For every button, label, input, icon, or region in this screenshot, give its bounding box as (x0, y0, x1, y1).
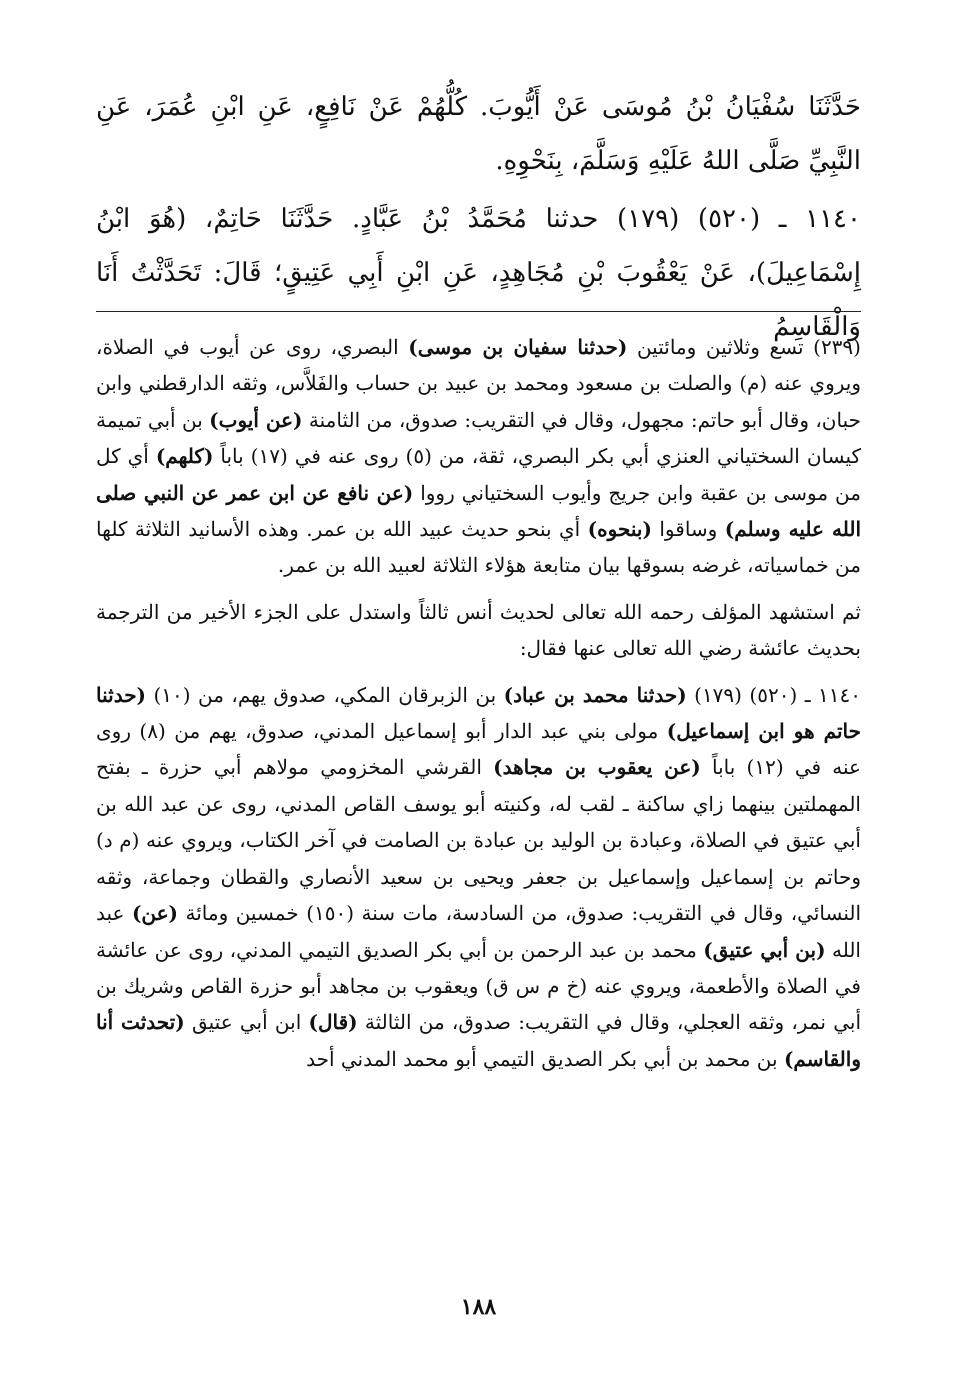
bold-quote: (حدثنا محمد بن عباد) (503, 682, 687, 707)
commentary-run: مولى بني عبد الدار أبو إسماعيل المدني، صدوق، يهم من (٨) روى عنه في (١٢) باباً (96, 719, 861, 780)
bold-quote: (بنحوه) (587, 517, 652, 542)
hadith-paragraph: حَدَّثَنَا سُفْيَانُ بْنُ مُوسَى عَنْ أَيُّوبَ. كُلُّهُمْ عَنْ نَافِعٍ، عَنِ ابْنِ عُمَرَ، عَنِ النَّبِيِّ صَلَّى اللهُ عَلَيْهِ وَسَلَّمَ، بِنَحْوِهِ. (96, 92, 861, 176)
bold-quote: (بن أبي عتيق) (703, 937, 826, 962)
bold-quote: (قال) (308, 1010, 358, 1035)
commentary-run: بن محمد بن أبي بكر الصديق التيمي أبو محمد المدني أحد (306, 1046, 784, 1071)
main-hadith-text (96, 80, 861, 354)
commentary-paragraph (96, 677, 861, 1077)
commentary-run: ابن أبي عتيق (184, 1010, 309, 1035)
bold-quote: (تحدثت أنا والقاسم) (96, 1010, 861, 1071)
commentary-paragraph (96, 329, 861, 584)
hadith-paragraph: ١١٤٠ ـ (٥٢٠) (١٧٩) حدثنا مُحَمَّدُ بْنُ عَبَّادٍ. حَدَّثَنَا حَاتِمٌ، (هُوَ ابْنُ إِسْمَاعِيلَ)، عَنْ يَعْقُوبَ بْنِ مُجَاهِدٍ، عَنِ ابْنِ أَبِي عَتِيقٍ؛ قَالَ: تَحَدَّثْتُ أَنَا وَالْقَاسِمُ (96, 204, 861, 342)
bold-quote: (كلهم) (155, 444, 214, 469)
commentary-run: عبد الله (96, 901, 861, 962)
bold-quote: (عن يعقوب بن مجاهد) (493, 755, 701, 780)
commentary-run: بن الزبرقان المكي، صدوق يهم، من (١٠) (146, 682, 504, 707)
footnote-separator-line (96, 311, 861, 312)
bold-quote: (عن نافع عن ابن عمر عن النبي صلى الله عليه وسلم) (96, 480, 862, 542)
commentary-run: أي بنحو حديث عبيد الله بن عمر. وهذه الأسانيد الثلاثة كلها من خماسياته، غرضه بسوقها بيان متابعة هؤلاء الثلاثة لعبيد الله بن عمر. (96, 517, 861, 578)
commentary-run: ١١٤٠ ـ (٥٢٠) (١٧٩) (686, 682, 861, 707)
bold-quote: (حدثنا سفيان بن موسى) (408, 335, 628, 359)
page-number: ١٨٨ (460, 1294, 497, 1320)
bold-quote: (حدثنا حاتم هو ابن إسماعيل) (96, 682, 862, 744)
commentary-run: بن أبي تميمة كيسان السختياني العنزي أبي بكر البصري، ثقة، من (٥) روى عنه في (١٧) باباً (96, 407, 862, 469)
commentary-run: ثم استشهد المؤلف رحمه الله تعالى لحديث أنس ثالثاً واستدل على الجزء الأخير من الترجمة بحديث عائشة رضي الله تعالى عنها فقال: (96, 599, 861, 661)
commentary-run: أي كل من موسى بن عقبة وابن جريج وأيوب السختياني رووا (96, 444, 861, 505)
commentary-run: محمد بن عبد الرحمن بن أبي بكر الصديق التيمي المدني، روى عن عائشة في الصلاة والأطعمة، ويروي عنه (خ م س ق) ويعقوب بن مجاهد أبو حزرة القاص وشريك بن أبي نمر، وثقه العجلي، وقال في التقريب: صدوق، من الثالثة (96, 937, 862, 1035)
commentary-text (96, 329, 861, 1077)
commentary-run: البصري، روى عن أيوب في الصلاة، ويروي عنه (م) والصلت بن مسعود ومحمد بن عبيد بن حساب والفَلاَّس، وثقه الدارقطني وابن حبان، وقال أبو حاتم: مجهول، وقال في التقريب: صدوق، من الثامنة (96, 335, 861, 432)
commentary-paragraph (96, 594, 861, 667)
bold-quote: (عن أيوب) (209, 407, 303, 432)
commentary-run: وساقوا (651, 517, 725, 542)
commentary-run: (٢٣٩) تسع وثلاثين ومائتين (627, 335, 861, 359)
commentary-run: القرشي المخزومي مولاهم أبي حزرة ـ بفتح المهملتين بينهما زاي ساكنة ـ لقب له، وكنيته أبو يوسف القاص المدني، روى عن عبد الله بن أبي عتيق في الصلاة، وعبادة بن الوليد بن عبادة بن الصامت في آخر الكتاب، ويروي عنه (م د) وحاتم بن إسماعيل وإسماعيل بن جعفر ويحيى بن سعيد الأنصاري والقطان وجماعة، وثقه النسائي، وقال في التقريب: صدوق، من السادسة، مات سنة (١٥٠) خمسين ومائة (96, 755, 862, 926)
bold-quote: (عن) (131, 901, 179, 926)
